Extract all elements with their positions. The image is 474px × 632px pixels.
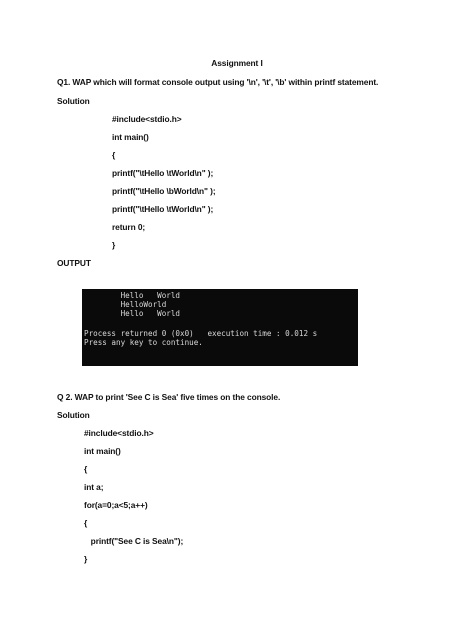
console-line: Hello World	[84, 291, 181, 300]
solution-label-2: Solution	[57, 410, 90, 420]
code-line: printf("See C is Sea\n");	[84, 536, 184, 546]
console-line: Process returned 0 (0x0) execution time : 0.012 s	[84, 329, 318, 338]
code-line: }	[84, 554, 88, 564]
question-1: Q1. WAP which will format console output using '\n', '\t', '\b' within printf statement.	[57, 77, 379, 87]
code-line: #include<stdio.h>	[84, 428, 154, 438]
code-line: }	[112, 240, 116, 250]
code-line: printf("\tHello \tWorld\n" );	[112, 204, 214, 214]
console-line: Press any key to continue.	[84, 338, 203, 347]
code-line: int main()	[84, 446, 121, 456]
question-2: Q 2. WAP to print 'See C is Sea' five times on the console.	[57, 392, 281, 402]
code-line: for(a=0;a<5;a++)	[84, 500, 148, 510]
console-output-screenshot	[82, 289, 358, 366]
output-label: OUTPUT	[57, 258, 91, 268]
assignment-title: Assignment I	[211, 58, 263, 68]
code-line: printf("\tHello \bWorld\n" );	[112, 186, 216, 196]
code-line: #include<stdio.h>	[112, 114, 182, 124]
code-line: printf("\tHello \tWorld\n" );	[112, 168, 214, 178]
code-line: int a;	[84, 482, 104, 492]
code-line: {	[84, 464, 88, 474]
console-line: HelloWorld	[84, 300, 167, 309]
solution-label-1: Solution	[57, 96, 90, 106]
code-line: return 0;	[112, 222, 146, 232]
code-line: {	[112, 150, 116, 160]
code-line: int main()	[112, 132, 149, 142]
console-line: Hello World	[84, 309, 181, 318]
code-line: {	[84, 518, 88, 528]
